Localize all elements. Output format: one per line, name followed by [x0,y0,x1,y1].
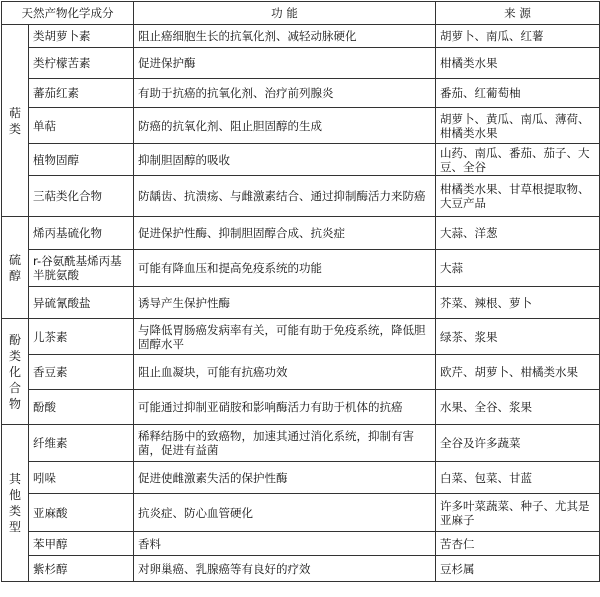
group-label: 硫醇 [2,217,29,319]
source-cell: 豆杉属 [436,556,600,582]
function-cell: 可能有降血压和提高免疫系统的功能 [134,250,436,287]
function-cell: 香料 [134,532,436,556]
component-cell: 苯甲醇 [29,532,134,556]
component-cell: 烯丙基硫化物 [29,217,134,250]
component-cell: 吲哚 [29,462,134,494]
component-cell: r-谷氨酰基烯丙基半胱氨酸 [29,250,134,287]
component-cell: 紫杉醇 [29,556,134,582]
component-cell: 纤维素 [29,425,134,462]
header-source: 来 源 [436,2,600,25]
source-cell: 欧芹、胡萝卜、柑橘类水果 [436,355,600,390]
component-cell: 类胡萝卜素 [29,25,134,48]
function-cell: 对卵巢癌、乳腺癌等有良好的疗效 [134,556,436,582]
table-row [2,79,600,108]
component-cell: 植物固醇 [29,144,134,176]
source-cell: 大蒜、洋葱 [436,217,600,250]
table-row [2,176,600,217]
source-cell: 苦杏仁 [436,532,600,556]
source-cell: 胡萝卜、南瓜、红薯 [436,25,600,48]
function-cell: 有助于抗癌的抗氧化剂、治疗前列腺炎 [134,79,436,108]
source-cell: 胡萝卜、黄瓜、南瓜、薄荷、柑橘类水果 [436,108,600,144]
table-row [2,25,600,48]
source-cell: 水果、全谷、浆果 [436,390,600,425]
function-cell: 抗炎症、防心血管硬化 [134,494,436,532]
table-row [2,425,600,462]
component-cell: 酚酸 [29,390,134,425]
function-cell: 防龋齿、抗溃疡、与雌激素结合、通过抑制酶活力来防癌 [134,176,436,217]
function-cell: 阻止癌细胞生长的抗氧化剂、减轻动脉硬化 [134,25,436,48]
table-row [2,355,600,390]
source-cell: 柑橘类水果、甘草根提取物、大豆产品 [436,176,600,217]
source-cell: 芥菜、辣根、萝卜 [436,287,600,319]
source-cell: 番茄、红葡萄柚 [436,79,600,108]
component-cell: 香豆素 [29,355,134,390]
function-cell: 促进保护酶 [134,48,436,79]
source-cell: 白菜、包菜、甘蓝 [436,462,600,494]
table-row [2,250,600,287]
component-cell: 亚麻酸 [29,494,134,532]
function-cell: 诱导产生保护性酶 [134,287,436,319]
source-cell: 许多叶菜蔬菜、种子、尤其是亚麻子 [436,494,600,532]
component-cell: 三萜类化合物 [29,176,134,217]
function-cell: 促进使雌激素失活的保护性酶 [134,462,436,494]
table-row [2,532,600,556]
table-row [2,108,600,144]
source-cell: 大蒜 [436,250,600,287]
table-row [2,319,600,355]
source-cell: 柑橘类水果 [436,48,600,79]
header-component: 天然产物化学成分 [2,2,134,25]
header-row [2,2,600,25]
function-cell: 防癌的抗氧化剂、阻止胆固醇的生成 [134,108,436,144]
component-cell: 异硫氰酸盐 [29,287,134,319]
header-function: 功 能 [134,2,436,25]
function-cell: 促进保护性酶、抑制胆固醇合成、抗炎症 [134,217,436,250]
component-cell: 蕃茄红素 [29,79,134,108]
group-label: 萜类 [2,25,29,217]
table-row [2,556,600,582]
component-cell: 单萜 [29,108,134,144]
group-label: 其他类型 [2,425,29,582]
group-label: 酚类化合物 [2,319,29,425]
phytochemical-table [1,1,600,582]
table-row [2,144,600,176]
function-cell: 稀释结肠中的致癌物，加速其通过消化系统，抑制有害菌，促进有益菌 [134,425,436,462]
table-row [2,390,600,425]
component-cell: 类柠檬苦素 [29,48,134,79]
source-cell: 绿茶、浆果 [436,319,600,355]
table-row [2,217,600,250]
source-cell: 山药、南瓜、番茄、茄子、大豆、全谷 [436,144,600,176]
function-cell: 与降低胃肠癌发病率有关，可能有助于免疫系统，降低胆固醇水平 [134,319,436,355]
function-cell: 阻止血凝块，可能有抗癌功效 [134,355,436,390]
table-row [2,48,600,79]
table-row [2,462,600,494]
table-row [2,287,600,319]
function-cell: 可能通过抑制亚硝胺和影响酶活力有助于机体的抗癌 [134,390,436,425]
component-cell: 儿茶素 [29,319,134,355]
table-row [2,494,600,532]
function-cell: 抑制胆固醇的吸收 [134,144,436,176]
source-cell: 全谷及许多蔬菜 [436,425,600,462]
